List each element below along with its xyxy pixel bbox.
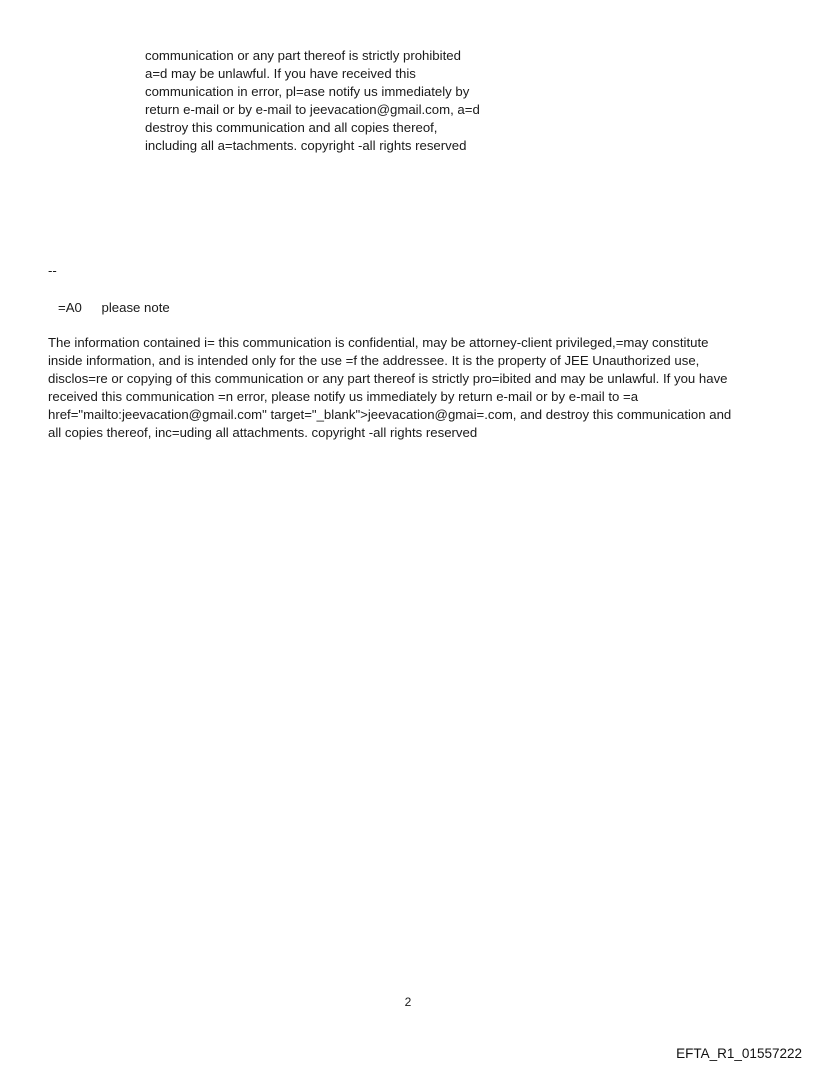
paragraph-line: all copies thereof, inc=uding all attachments. copyright -all rights reserved: [48, 425, 478, 440]
quoted-line: communication in error, pl=ase notify us immediately by: [145, 84, 470, 99]
note-text: please note: [101, 300, 170, 315]
quoted-line: return e-mail or by e-mail to jeevacation@gmail.com, a=d: [145, 102, 480, 117]
quoted-line: a=d may be unlawful. If you have received this: [145, 66, 416, 81]
signature-separator: --: [48, 263, 57, 278]
quoted-line: destroy this communication and all copies thereof,: [145, 120, 438, 135]
paragraph-line: inside information, and is intended only for the use =f the addressee. It is the property of JEE Unauthorized use,: [48, 353, 700, 368]
paragraph-line: received this communication =n error, please notify us immediately by return e-mail or by e-mail to =a: [48, 389, 639, 404]
quoted-disclaimer-block: [145, 47, 525, 155]
page-number: 2: [404, 995, 412, 1009]
document-id: EFTA_R1_01557222: [676, 1046, 802, 1061]
paragraph-line: disclos=re or copying of this communication or any part thereof is strictly pro=ibited and may be unlawful. If you have: [48, 371, 728, 386]
quoted-line: communication or any part thereof is strictly prohibited: [145, 48, 461, 63]
quoted-line: including all a=tachments. copyright -all rights reserved: [145, 138, 467, 153]
paragraph-line: The information contained i= this communication is confidential, may be attorney-client privileged,=may constitute: [48, 335, 709, 350]
paragraph-line: href="mailto:jeevacation@gmail.com" target="_blank">jeevacation@gmai=.com, and destroy this communication and: [48, 407, 732, 422]
disclaimer-paragraph: [48, 334, 768, 442]
note-line: [58, 299, 170, 317]
note-prefix: =A0: [58, 300, 82, 315]
